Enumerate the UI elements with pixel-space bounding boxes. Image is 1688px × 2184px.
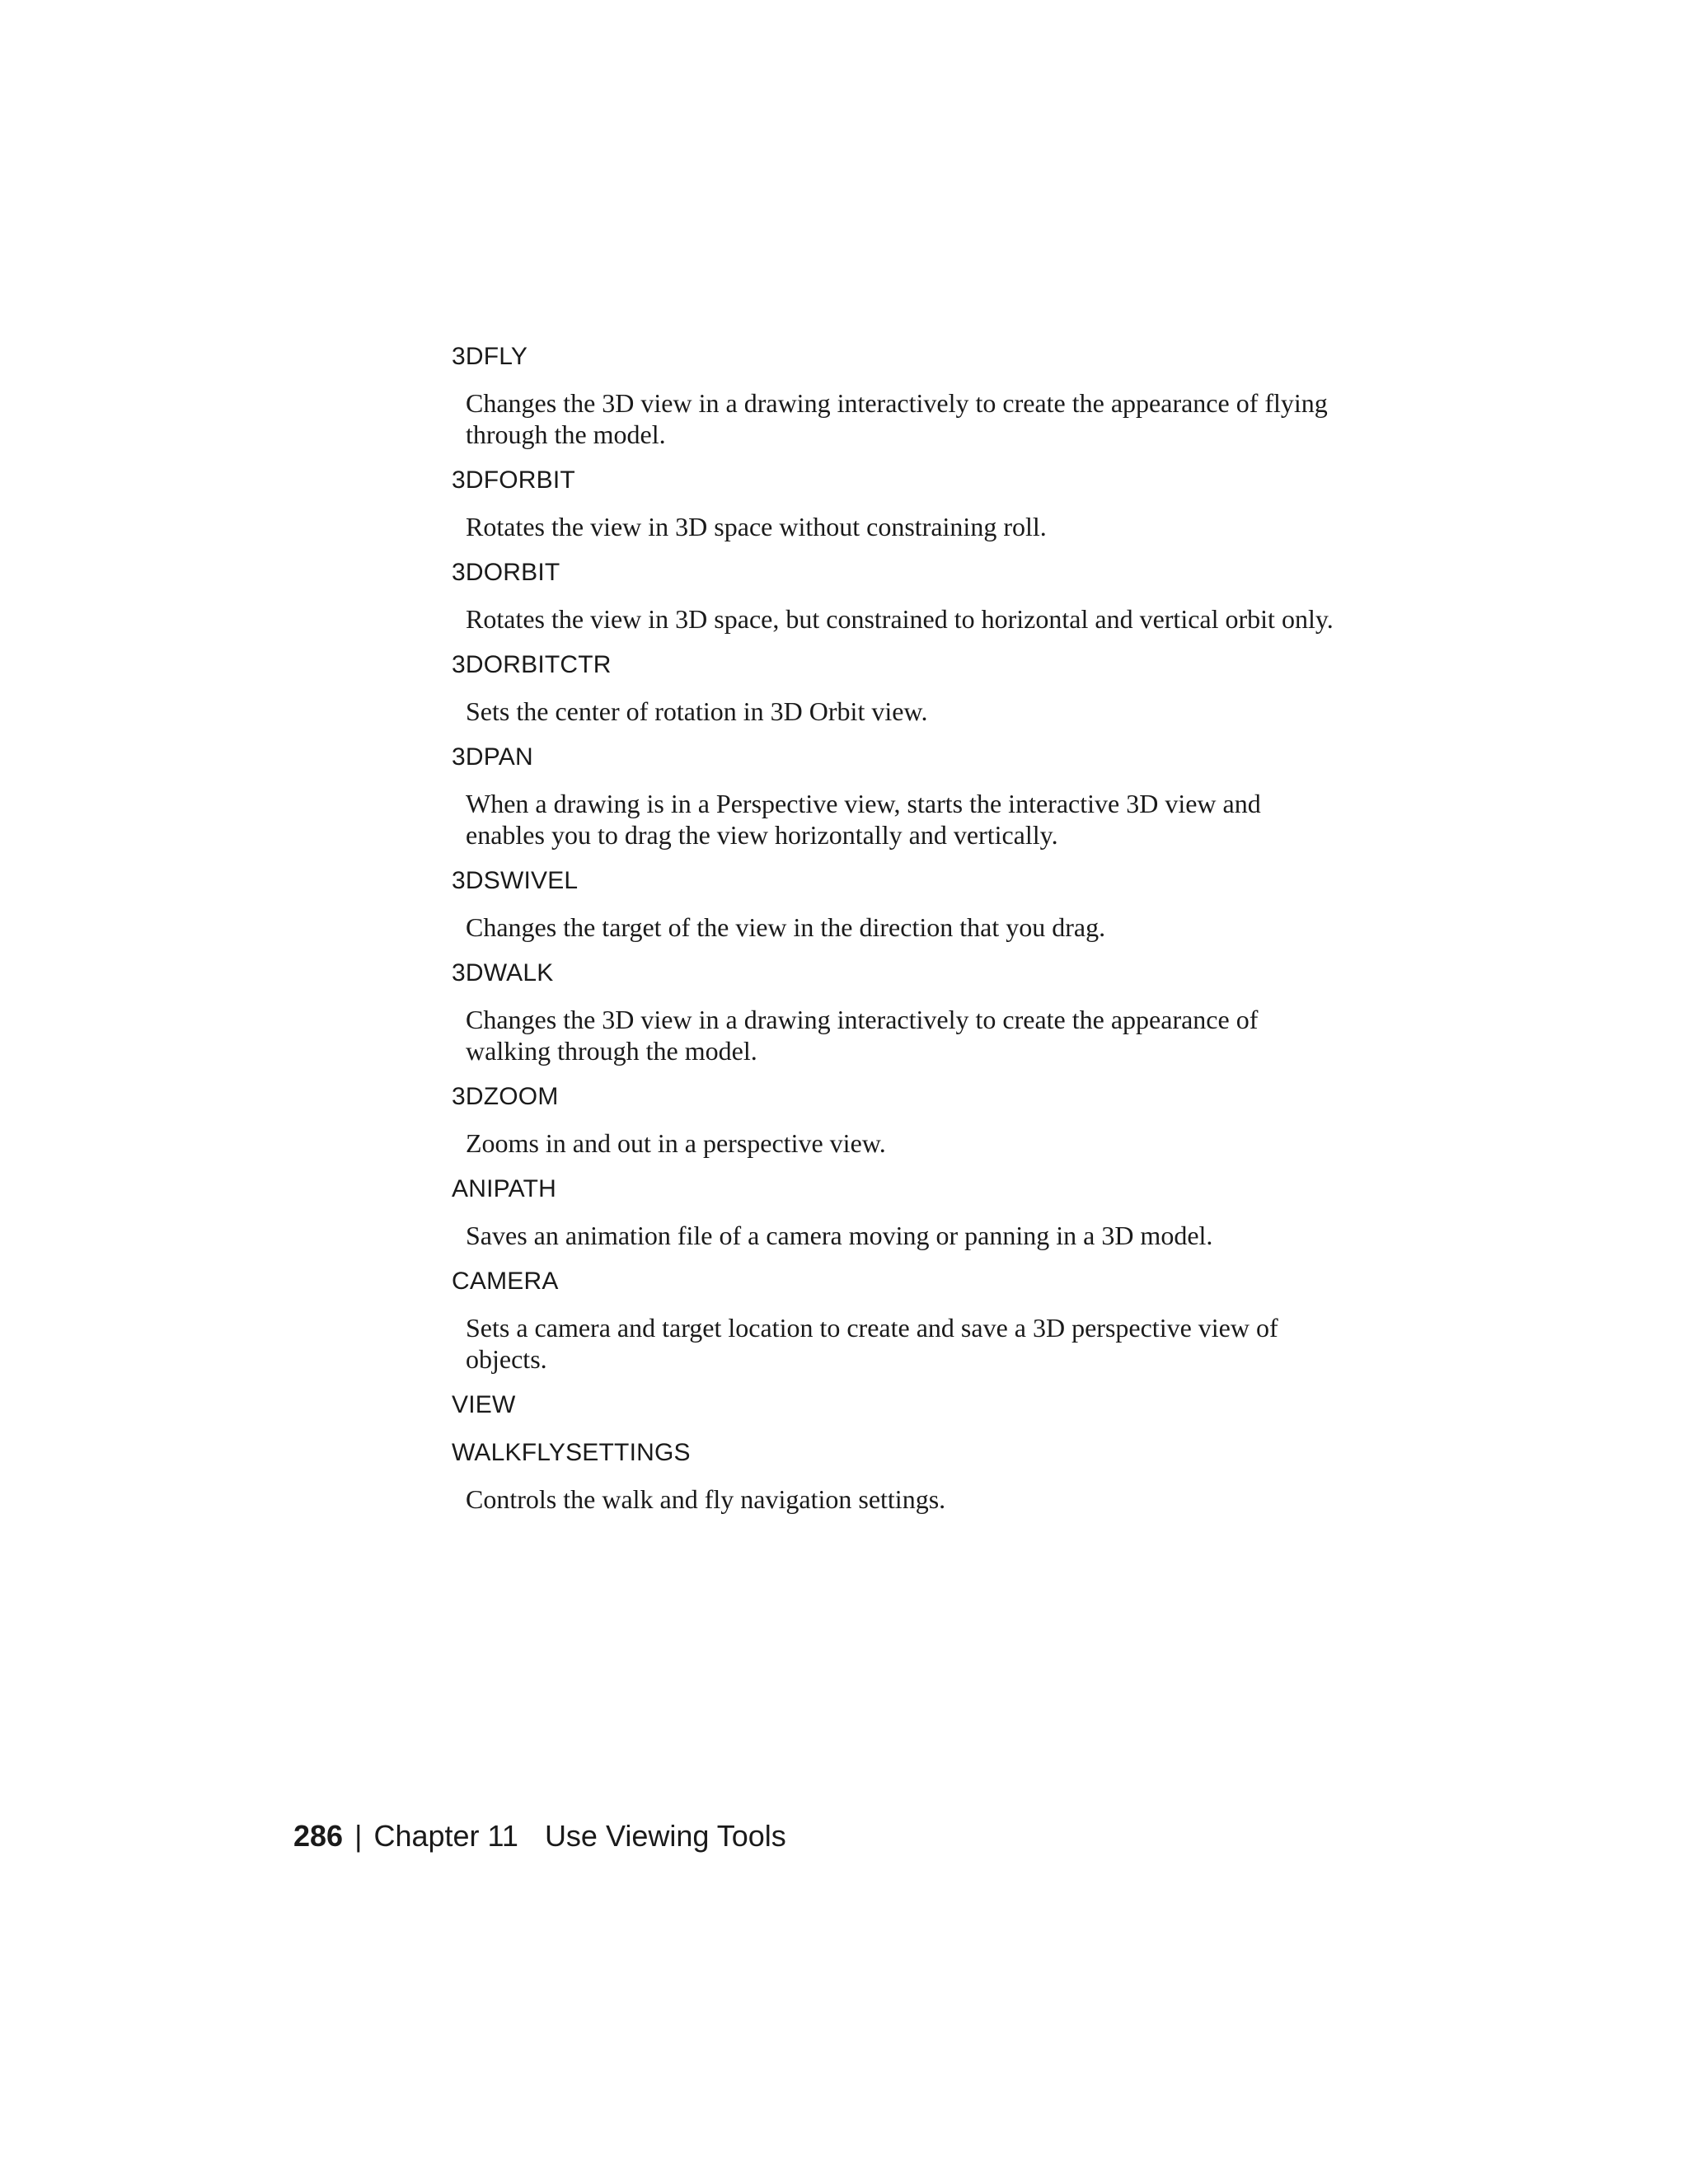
entry-camera xyxy=(452,1264,1334,1375)
entry-3dzoom xyxy=(452,1080,1334,1159)
command-name: 3DWALK xyxy=(452,959,554,987)
entry-3dorbitctr xyxy=(452,648,1334,727)
chapter-title: Use Viewing Tools xyxy=(544,1819,786,1853)
entry-3dpan xyxy=(452,740,1334,851)
command-description: When a drawing is in a Perspective view, starts the interactive 3D view and enables you to drag the view horizontally and vertically. xyxy=(466,789,1261,850)
command-name: CAMERA xyxy=(452,1268,559,1295)
command-description: Changes the 3D view in a drawing interactively to create the appearance of walking through the model. xyxy=(466,1005,1259,1066)
command-description: Changes the target of the view in the direction that you drag. xyxy=(466,912,1106,942)
entry-3dswivel xyxy=(452,864,1334,943)
command-name: WALKFLYSETTINGS xyxy=(452,1439,691,1466)
command-description: Sets a camera and target location to create and save a 3D perspective view of objects. xyxy=(466,1313,1278,1374)
entry-walkflysettings xyxy=(452,1436,1334,1515)
command-list xyxy=(452,340,1334,1528)
command-description: Controls the walk and fly navigation settings. xyxy=(466,1484,946,1514)
entry-3dforbit xyxy=(452,463,1334,542)
command-name: VIEW xyxy=(452,1391,516,1418)
footer-separator: | xyxy=(354,1819,363,1853)
command-name: 3DSWIVEL xyxy=(452,867,579,894)
command-description: Sets the center of rotation in 3D Orbit view. xyxy=(466,696,928,726)
command-description: Saves an animation file of a camera moving or panning in a 3D model. xyxy=(466,1221,1213,1250)
command-description: Changes the 3D view in a drawing interactively to create the appearance of flying through the model. xyxy=(466,388,1328,449)
command-name: 3DORBIT xyxy=(452,559,560,586)
command-description: Rotates the view in 3D space, but constrained to horizontal and vertical orbit only. xyxy=(466,604,1334,634)
entry-3dwalk xyxy=(452,956,1334,1066)
command-name: 3DFORBIT xyxy=(452,466,575,494)
chapter-label: Chapter 11 xyxy=(373,1819,518,1853)
entry-view xyxy=(452,1388,1334,1422)
command-name: 3DFLY xyxy=(452,343,528,370)
entry-3dfly xyxy=(452,340,1334,450)
command-name: 3DORBITCTR xyxy=(452,651,612,678)
entry-anipath xyxy=(452,1172,1334,1251)
command-name: 3DZOOM xyxy=(452,1083,559,1110)
entry-3dorbit xyxy=(452,555,1334,635)
command-description: Zooms in and out in a perspective view. xyxy=(466,1128,886,1158)
command-description: Rotates the view in 3D space without constraining roll. xyxy=(466,512,1047,541)
command-name: 3DPAN xyxy=(452,743,533,771)
command-name: ANIPATH xyxy=(452,1175,556,1202)
page-number: 286 xyxy=(293,1819,344,1853)
page-footer xyxy=(293,1816,786,1856)
